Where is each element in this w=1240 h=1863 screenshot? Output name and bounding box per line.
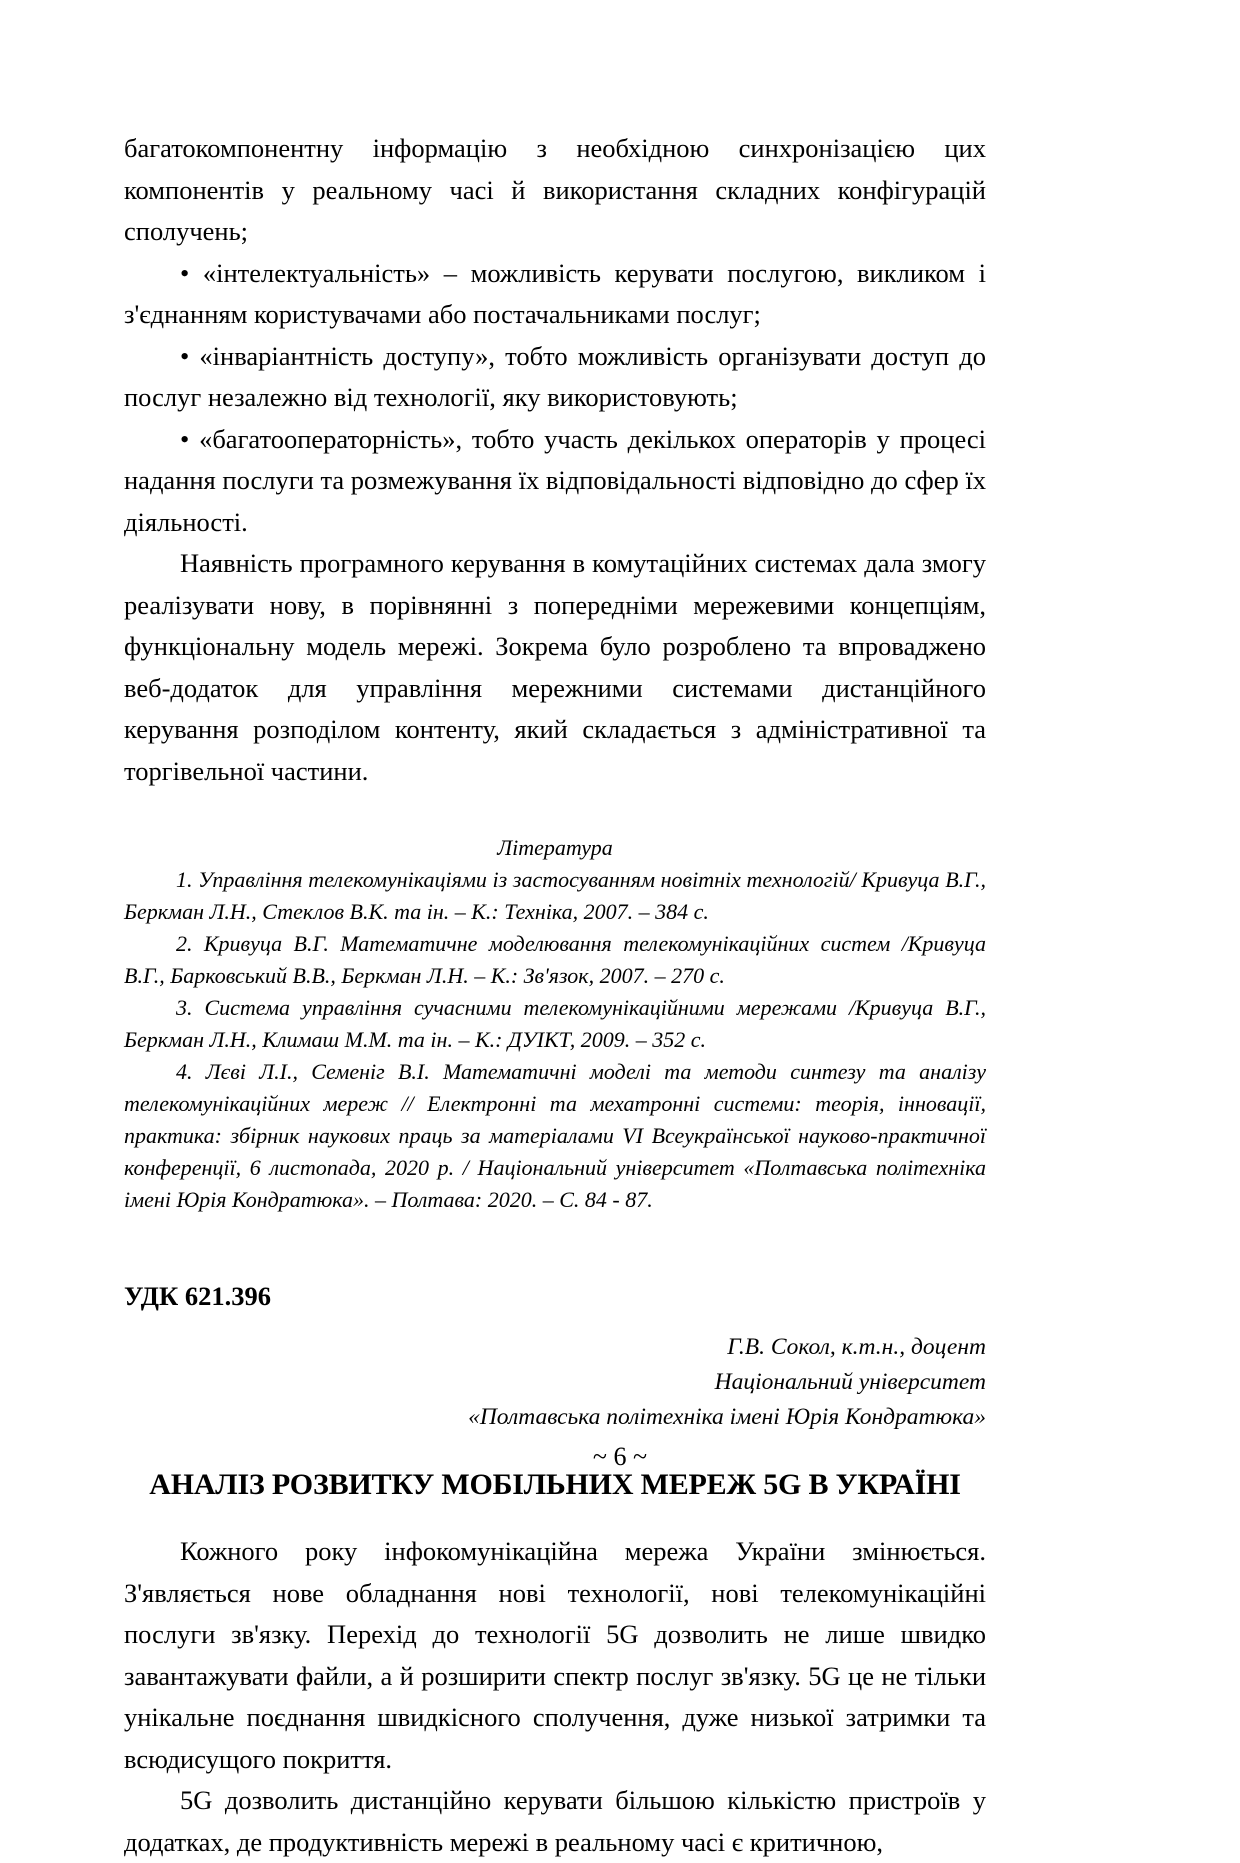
page-number: ~ 6 ~ xyxy=(592,1442,648,1471)
reference-item-1: 1. Управління телекомунікаціями із застосуванням новітніх технологій/ Кривуца В.Г., Беркман Л.Н., Стеклов В.К. та ін. – К.: Техніка, 2007. – 384 с. xyxy=(124,867,986,924)
bullet-item-invariantnist-dostupu: • «інваріантність доступу», тобто можливість організувати доступ до послуг незалежно від технології, яку використовують; xyxy=(124,340,986,412)
section-spacer xyxy=(124,792,986,806)
affiliation-university: Національний університет xyxy=(714,1369,986,1395)
article-title: АНАЛІЗ РОЗВИТКУ МОБІЛЬНИХ МЕРЕЖ 5G В УКРАЇНІ xyxy=(149,1468,961,1501)
page-content xyxy=(124,128,986,1863)
reference-item-2: 2. Кривуца В.Г. Математичне моделювання телекомунікаційних систем /Кривуца В.Г., Барковський В.В., Беркман Л.Н. – К.: Зв'язок, 2007. – 270 с. xyxy=(124,931,986,988)
article-paragraph-2: 5G дозволить дистанційно керувати більшою кількістю пристроїв у додатках, де продуктивність мережі в реальному часі є критичною, xyxy=(124,1785,986,1857)
reference-item-3: 3. Система управління сучасними телекомунікаційними мережами /Кривуца В.Г., Беркман Л.Н., Климаш М.М. та ін. – К.: ДУІКТ, 2009. – 352 с. xyxy=(124,995,986,1052)
reference-item-4: 4. Лєві Л.І., Семеніг В.І. Математичні моделі та методи синтезу та аналізу телекомунікаційних мереж // Електронні та мехатронні системи: теорія, інновації, практика: збірник наукових праць за матеріалами VI Всеукраїнської науково-практичної конференції, 6 листопада, 2020 р. / Національний університет «Полтавська політехніка імені Юрія Кондратюка». – Полтава: 2020. – С. 84 - 87. xyxy=(124,1059,986,1212)
author-name: Г.В. Сокол, к.т.н., доцент xyxy=(727,1334,986,1360)
affiliation-university-name: «Полтавська політехніка імені Юрія Кондратюка» xyxy=(468,1404,986,1430)
references-heading: Література xyxy=(497,835,613,860)
closing-paragraph: Наявність програмного керування в комутаційних системах дала змогу реалізувати нову, в порівнянні з попередніми мережевими концепціям, функціональну модель мережі. Зокрема було розроблено та впроваджено веб-додаток для управління мережними системами дистанційного керування розподілом контенту, який складається з адміністративної та торгівельної частини. xyxy=(124,548,986,786)
author-block xyxy=(124,1330,986,1435)
bullet-item-intelectualnist: • «інтелектуальність» – можливість керувати послугою, викликом і з'єднанням користувачами або постачальниками послуг; xyxy=(124,257,986,329)
bullet-item-bagatooperatornist: • «багатооператорність», тобто участь декількох операторів у процесі надання послуги та розмежування їх відповідальності відповідно до сфер їх діяльності. xyxy=(124,423,986,537)
continued-paragraph: багатокомпонентну інформацію з необхідною синхронізацією цих компонентів у реальному часі й використання складних конфігурацій сполучень; xyxy=(124,133,986,246)
article-paragraph-1: Кожного року інфокомунікаційна мережа України змінюється. З'являється нове обладнання нові технології, нові телекомунікаційні послуги зв'язку. Перехід до технології 5G дозволить не лише швидко завантажувати файли, а й розширити спектр послуг зв'язку. 5G це не тільки унікальне поєднання швидкісного сполучення, дуже низької затримки та всюдисущого покриття. xyxy=(124,1536,986,1774)
udk-code: УДК 621.396 xyxy=(124,1281,271,1311)
